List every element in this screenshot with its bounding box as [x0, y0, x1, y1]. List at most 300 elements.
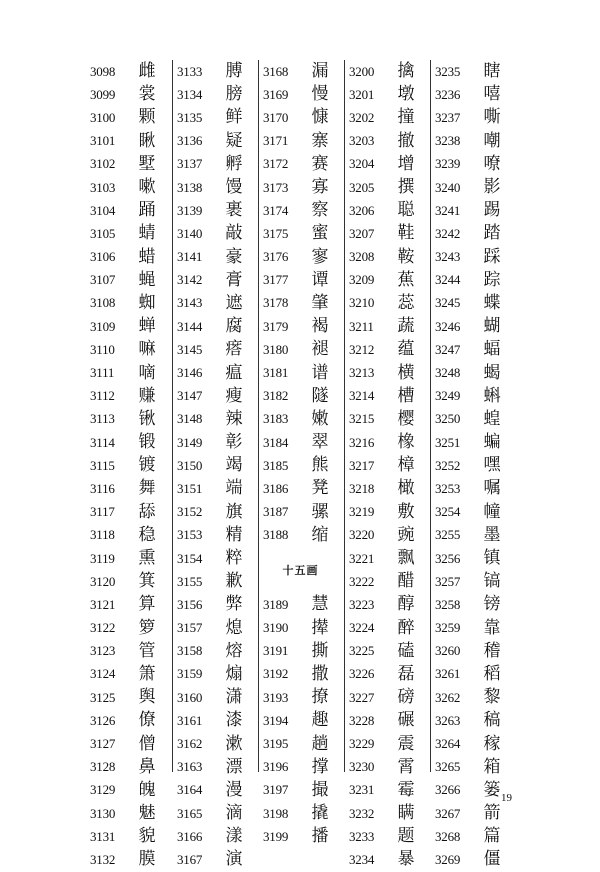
entry-character: 墨	[483, 524, 501, 545]
list-item	[177, 60, 258, 83]
entry-character: 肇	[311, 292, 329, 313]
list-item	[435, 547, 516, 570]
list-item	[90, 686, 172, 709]
entry-character: 镀	[138, 455, 156, 476]
entry-character: 霉	[397, 779, 415, 800]
entry-character: 醋	[397, 571, 415, 592]
entry-character: 撩	[311, 687, 329, 708]
entry-number: 3123	[90, 643, 116, 659]
entry-character: 赚	[138, 385, 156, 406]
entry-number: 3251	[435, 434, 461, 450]
entry-number: 3193	[263, 689, 289, 705]
list-item	[435, 222, 516, 245]
entry-character: 蕴	[397, 339, 415, 360]
list-item	[349, 686, 430, 709]
entry-number: 3181	[263, 365, 289, 381]
entry-character: 熔	[225, 640, 243, 661]
list-item	[263, 408, 344, 431]
entry-number: 3269	[435, 851, 461, 867]
entry-character: 雌	[138, 61, 156, 82]
entry-character: 僚	[138, 710, 156, 731]
entry-character: 醉	[397, 617, 415, 638]
list-item	[263, 756, 344, 779]
entry-number: 3151	[177, 480, 203, 496]
entry-character: 豪	[225, 246, 243, 267]
entry-character: 舔	[138, 501, 156, 522]
list-item	[349, 617, 430, 640]
entry-number: 3247	[435, 341, 461, 357]
entry-character: 幢	[483, 501, 501, 522]
entry-number: 3257	[435, 573, 461, 589]
entry-number: 3111	[90, 365, 115, 381]
entry-character: 寥	[311, 246, 329, 267]
entry-character: 蕊	[397, 292, 415, 313]
list-item	[90, 709, 172, 732]
entry-number: 3098	[90, 63, 116, 79]
entry-number: 3128	[90, 759, 116, 775]
entry-number: 3239	[435, 156, 461, 172]
entry-number: 3107	[90, 272, 116, 288]
entry-number: 3266	[435, 782, 461, 798]
list-item	[263, 106, 344, 129]
list-item	[177, 269, 258, 292]
entry-character: 魅	[138, 803, 156, 824]
entry-character: 漏	[311, 61, 329, 82]
entry-character: 颗	[138, 107, 156, 128]
list-item	[90, 199, 172, 222]
list-item	[177, 106, 258, 129]
entry-number: 3232	[349, 805, 375, 821]
entry-number: 3267	[435, 805, 461, 821]
entry-character: 霄	[397, 756, 415, 777]
entry-number: 3119	[90, 550, 115, 566]
list-item	[349, 663, 430, 686]
entry-number: 3225	[349, 643, 375, 659]
entry-number: 3158	[177, 643, 203, 659]
list-item	[435, 825, 516, 848]
entry-number: 3190	[263, 620, 289, 636]
entry-number: 3136	[177, 133, 203, 149]
entry-number: 3235	[435, 63, 461, 79]
entry-character: 漂	[225, 756, 243, 777]
entry-character: 舆	[138, 687, 156, 708]
list-item	[349, 246, 430, 269]
list-item	[435, 338, 516, 361]
entry-number: 3254	[435, 504, 461, 520]
entry-character: 蝉	[138, 316, 156, 337]
list-item	[177, 640, 258, 663]
list-item	[349, 802, 430, 825]
list-item	[90, 130, 172, 153]
entry-number: 3262	[435, 689, 461, 705]
list-item	[349, 454, 430, 477]
list-item	[435, 292, 516, 315]
entry-number: 3211	[349, 318, 374, 334]
entry-number: 3263	[435, 712, 461, 728]
entry-character: 蝶	[483, 292, 501, 313]
entry-character: 翠	[311, 432, 329, 453]
list-item	[90, 454, 172, 477]
list-item	[435, 176, 516, 199]
list-item	[263, 176, 344, 199]
entry-number: 3143	[177, 295, 203, 311]
entry-character: 聪	[397, 200, 415, 221]
entry-number: 3255	[435, 527, 461, 543]
list-item	[435, 848, 516, 871]
entry-character: 箕	[138, 571, 156, 592]
list-item	[349, 385, 430, 408]
list-item	[90, 477, 172, 500]
entry-number: 3244	[435, 272, 461, 288]
entry-number: 3228	[349, 712, 375, 728]
list-item	[263, 431, 344, 454]
entry-character: 蜻	[138, 223, 156, 244]
character-table	[86, 60, 518, 870]
entry-number: 3176	[263, 249, 289, 265]
entry-number: 3231	[349, 782, 375, 798]
entry-number: 3192	[263, 666, 289, 682]
entry-number: 3122	[90, 620, 116, 636]
entry-character: 题	[397, 826, 415, 847]
list-item	[263, 338, 344, 361]
entry-character: 篓	[483, 779, 501, 800]
entry-character: 寨	[311, 130, 329, 151]
list-item	[263, 686, 344, 709]
entry-number: 3144	[177, 318, 203, 334]
list-item	[177, 477, 258, 500]
list-item	[349, 315, 430, 338]
entry-character: 撞	[397, 107, 415, 128]
list-item	[90, 779, 172, 802]
entry-number: 3117	[90, 504, 115, 520]
entry-character: 震	[397, 733, 415, 754]
list-item	[90, 385, 172, 408]
entry-character: 锹	[138, 408, 156, 429]
list-item	[349, 292, 430, 315]
page-number: 19	[501, 792, 512, 804]
list-item	[90, 60, 172, 83]
entry-number: 3161	[177, 712, 203, 728]
entry-character: 赛	[311, 153, 329, 174]
list-item	[435, 732, 516, 755]
list-item	[177, 779, 258, 802]
list-item	[435, 431, 516, 454]
entry-number: 3259	[435, 620, 461, 636]
entry-number: 3209	[349, 272, 375, 288]
column-2	[172, 60, 258, 870]
entry-character: 瞒	[397, 803, 415, 824]
entry-character: 播	[311, 826, 329, 847]
list-item	[349, 547, 430, 570]
entry-character: 慷	[311, 107, 329, 128]
entry-number: 3133	[177, 63, 203, 79]
entry-number: 3183	[263, 411, 289, 427]
entry-character: 碾	[397, 710, 415, 731]
list-item	[90, 501, 172, 524]
entry-character: 撕	[311, 640, 329, 661]
entry-number: 3241	[435, 202, 461, 218]
entry-character: 箩	[138, 617, 156, 638]
list-item	[435, 153, 516, 176]
entry-character: 蝇	[138, 269, 156, 290]
entry-number: 3221	[349, 550, 375, 566]
list-item	[435, 385, 516, 408]
list-item	[177, 732, 258, 755]
list-item	[435, 199, 516, 222]
entry-character: 稽	[483, 640, 501, 661]
entry-number: 3240	[435, 179, 461, 195]
entry-character: 漆	[225, 710, 243, 731]
entry-character: 嘲	[483, 130, 501, 151]
list-item	[177, 686, 258, 709]
entry-character: 熄	[225, 617, 243, 638]
list-item	[349, 338, 430, 361]
entry-character: 蝴	[483, 316, 501, 337]
entry-number: 3172	[263, 156, 289, 172]
entry-number: 3236	[435, 86, 461, 102]
list-item	[177, 825, 258, 848]
list-item	[349, 130, 430, 153]
entry-number: 3216	[349, 434, 375, 450]
list-item	[349, 431, 430, 454]
list-item	[177, 524, 258, 547]
entry-character: 嗽	[138, 177, 156, 198]
entry-number: 3168	[263, 63, 289, 79]
entry-number: 3201	[349, 86, 375, 102]
list-item	[263, 385, 344, 408]
list-item	[435, 130, 516, 153]
list-item	[263, 477, 344, 500]
entry-character: 暴	[397, 849, 415, 870]
list-item	[177, 176, 258, 199]
list-item	[90, 640, 172, 663]
list-item	[177, 153, 258, 176]
list-item	[263, 269, 344, 292]
entry-number: 3121	[90, 596, 116, 612]
list-item	[349, 570, 430, 593]
list-item	[90, 802, 172, 825]
list-item	[349, 640, 430, 663]
list-item	[263, 779, 344, 802]
entry-character: 黎	[483, 687, 501, 708]
entry-number: 3220	[349, 527, 375, 543]
list-item	[349, 593, 430, 616]
entry-number: 3099	[90, 86, 116, 102]
column-3	[258, 60, 344, 847]
entry-number: 3173	[263, 179, 289, 195]
entry-number: 3214	[349, 388, 375, 404]
entry-number: 3124	[90, 666, 116, 682]
entry-number: 3162	[177, 736, 203, 752]
list-item	[90, 408, 172, 431]
list-item	[90, 106, 172, 129]
entry-character: 骡	[311, 501, 329, 522]
entry-number: 3130	[90, 805, 116, 821]
list-item	[90, 83, 172, 106]
list-item	[90, 292, 172, 315]
list-item	[263, 524, 344, 547]
entry-character: 踪	[483, 269, 501, 290]
entry-character: 踊	[138, 200, 156, 221]
list-item	[349, 153, 430, 176]
list-item	[177, 315, 258, 338]
entry-character: 嘿	[483, 455, 501, 476]
entry-number: 3212	[349, 341, 375, 357]
entry-character: 墅	[138, 153, 156, 174]
entry-number: 3150	[177, 457, 203, 473]
entry-character: 舞	[138, 478, 156, 499]
entry-character: 趟	[311, 733, 329, 754]
entry-character: 貌	[138, 826, 156, 847]
entry-number: 3125	[90, 689, 116, 705]
entry-character: 增	[397, 153, 415, 174]
entry-character: 算	[138, 594, 156, 615]
entry-number: 3246	[435, 318, 461, 334]
entry-character: 演	[225, 849, 243, 870]
entry-character: 蜘	[138, 292, 156, 313]
entry-character: 磕	[397, 640, 415, 661]
entry-number: 3202	[349, 109, 375, 125]
list-item	[349, 199, 430, 222]
entry-character: 鞋	[397, 223, 415, 244]
list-item	[263, 130, 344, 153]
list-item	[177, 408, 258, 431]
entry-character: 趣	[311, 710, 329, 731]
entry-character: 蝠	[483, 339, 501, 360]
entry-character: 橄	[397, 478, 415, 499]
list-item	[263, 802, 344, 825]
list-item	[349, 176, 430, 199]
list-item	[349, 83, 430, 106]
entry-number: 3250	[435, 411, 461, 427]
entry-number: 3154	[177, 550, 203, 566]
entry-number: 3152	[177, 504, 203, 520]
entry-number: 3268	[435, 828, 461, 844]
list-item	[177, 454, 258, 477]
list-item	[349, 524, 430, 547]
entry-character: 察	[311, 200, 329, 221]
list-item	[90, 756, 172, 779]
entry-number: 3194	[263, 712, 289, 728]
list-item	[349, 501, 430, 524]
entry-character: 嘹	[483, 153, 501, 174]
list-item	[435, 361, 516, 384]
column-4	[344, 60, 430, 870]
entry-character: 蜡	[138, 246, 156, 267]
entry-character: 撵	[311, 617, 329, 638]
entry-character: 嘶	[483, 107, 501, 128]
entry-number: 3175	[263, 225, 289, 241]
entry-number: 3157	[177, 620, 203, 636]
entry-number: 3148	[177, 411, 203, 427]
list-item	[349, 756, 430, 779]
entry-character: 褐	[311, 316, 329, 337]
list-item	[263, 153, 344, 176]
list-item	[177, 199, 258, 222]
entry-number: 3253	[435, 480, 461, 496]
entry-number: 3237	[435, 109, 461, 125]
entry-character: 腐	[225, 316, 243, 337]
list-item	[177, 292, 258, 315]
entry-number: 3134	[177, 86, 203, 102]
list-item	[435, 524, 516, 547]
list-item	[90, 269, 172, 292]
entry-number: 3165	[177, 805, 203, 821]
entry-number: 3258	[435, 596, 461, 612]
list-item	[177, 431, 258, 454]
entry-character: 篇	[483, 826, 501, 847]
entry-character: 精	[225, 524, 243, 545]
entry-number: 3163	[177, 759, 203, 775]
entry-number: 3108	[90, 295, 116, 311]
entry-number: 3179	[263, 318, 289, 334]
entry-character: 膜	[138, 849, 156, 870]
entry-character: 管	[138, 640, 156, 661]
entry-character: 靠	[483, 617, 501, 638]
entry-character: 褪	[311, 339, 329, 360]
entry-character: 镑	[483, 594, 501, 615]
entry-character: 撰	[397, 177, 415, 198]
list-item	[435, 617, 516, 640]
entry-number: 3138	[177, 179, 203, 195]
entry-number: 3245	[435, 295, 461, 311]
entry-character: 豌	[397, 524, 415, 545]
entry-number: 3205	[349, 179, 375, 195]
entry-number: 3195	[263, 736, 289, 752]
list-item	[90, 732, 172, 755]
column-3-bottom	[263, 593, 344, 848]
entry-number: 3156	[177, 596, 203, 612]
entry-character: 瘩	[225, 339, 243, 360]
list-item	[263, 825, 344, 848]
entry-number: 3224	[349, 620, 375, 636]
entry-character: 稼	[483, 733, 501, 754]
entry-character: 裳	[138, 84, 156, 105]
entry-number: 3242	[435, 225, 461, 241]
stroke-heading: 十五画	[282, 564, 319, 578]
entry-number: 3126	[90, 712, 116, 728]
list-item	[349, 408, 430, 431]
entry-number: 3197	[263, 782, 289, 798]
list-item	[90, 593, 172, 616]
entry-number: 3182	[263, 388, 289, 404]
entry-character: 端	[225, 478, 243, 499]
entry-character: 彰	[225, 432, 243, 453]
entry-character: 影	[483, 177, 501, 198]
list-item	[435, 246, 516, 269]
entry-number: 3219	[349, 504, 375, 520]
entry-character: 槽	[397, 385, 415, 406]
list-item	[263, 709, 344, 732]
list-item	[177, 338, 258, 361]
list-item	[263, 617, 344, 640]
list-item	[90, 222, 172, 245]
entry-number: 3249	[435, 388, 461, 404]
list-item	[349, 779, 430, 802]
entry-character: 慢	[311, 84, 329, 105]
list-item	[349, 106, 430, 129]
entry-number: 3218	[349, 480, 375, 496]
entry-character: 歉	[225, 571, 243, 592]
entry-number: 3160	[177, 689, 203, 705]
entry-number: 3227	[349, 689, 375, 705]
entry-character: 醇	[397, 594, 415, 615]
entry-character: 鞍	[397, 246, 415, 267]
list-item	[435, 802, 516, 825]
list-item	[435, 663, 516, 686]
entry-character: 弊	[225, 594, 243, 615]
entry-number: 3238	[435, 133, 461, 149]
